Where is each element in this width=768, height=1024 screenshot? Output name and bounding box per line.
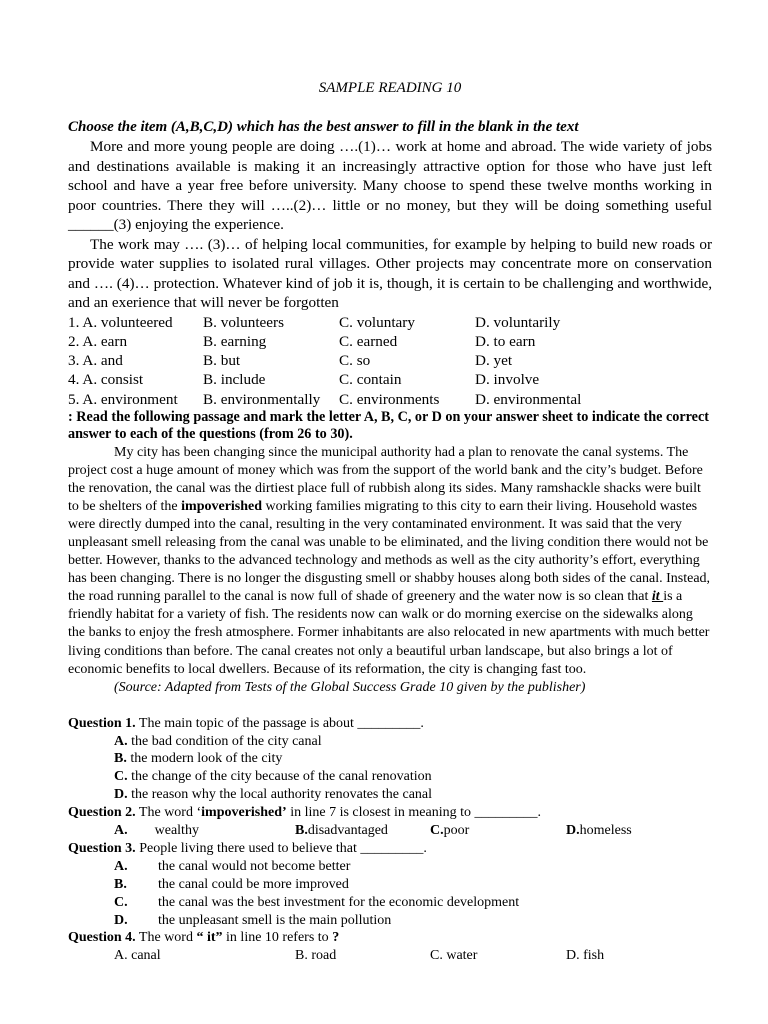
q3-option-c: C. the canal was the best investment for the economic development bbox=[114, 894, 520, 910]
q4-option-b: B. road bbox=[295, 948, 337, 964]
underlined-word-it: it bbox=[651, 589, 664, 605]
option-5a: 5. A. environment bbox=[68, 390, 178, 408]
option-1b: B. volunteers bbox=[203, 313, 284, 331]
option-1a: 1. A. volunteered bbox=[68, 313, 173, 331]
q1-option-d: D. the reason why the local authority renovates the canal bbox=[114, 787, 433, 803]
part1-options bbox=[68, 313, 712, 409]
q3-option-a: A. the canal would not become better bbox=[114, 858, 351, 874]
question-1: Question 1. The main topic of the passage is about _________. bbox=[68, 715, 424, 731]
option-2b: B. earning bbox=[203, 332, 267, 350]
q4-option-a: A. canal bbox=[114, 948, 161, 964]
option-3b: B. but bbox=[203, 352, 241, 370]
option-3a: 3. A. and bbox=[68, 352, 123, 370]
question-3: Question 3. People living there used to believe that _________. bbox=[68, 840, 427, 856]
part1-paragraph-1: More and more young people are doing ….(1)… work at home and abroad. The wide variety of jobs and destinations available is making it an increasingly attractive option for those who have just left school and have a year free before university. Many choose to spend these twelve months working in poor countries. There they will …..(2)… little or no money, but they will be doing something useful ______(3) enjoying the experience. bbox=[68, 138, 712, 233]
q4-option-c: C. water bbox=[430, 948, 478, 964]
option-4a: 4. A. consist bbox=[68, 371, 144, 389]
part2-instruction: : Read the following passage and mark the letter A, B, C, or D on your answer sheet to indicate the correct answer to each of the questions (from 26 to 30). bbox=[68, 408, 710, 443]
document-page bbox=[68, 78, 712, 965]
option-1c: C. voluntary bbox=[339, 313, 415, 331]
q1-option-a: A. the bad condition of the city canal bbox=[114, 733, 322, 749]
q2-option-b: B.disadvantaged bbox=[295, 823, 388, 839]
q3-option-b: B. the canal could be more improved bbox=[114, 876, 349, 892]
passage-source: (Source: Adapted from Tests of the Global Success Grade 10 given by the publisher) bbox=[114, 679, 586, 695]
q4-options bbox=[68, 947, 712, 965]
option-4c: C. contain bbox=[339, 371, 402, 389]
option-5b: B. environmentally bbox=[203, 390, 321, 408]
reading-passage: My city has been changing since the municipal authority had a plan to renovate the canal systems. The project cost a huge amount of money which was from the support of the world bank and the city’s budget. Before the renovation, the canal was the dirtiest place full of rubbish along its sides. Many ramshackle shacks were built to be shelters of the impoverished working families migrating to this city to earn their living. Household wastes were directly dumped into the canal, resulting in the very contaminated environment. It was said that the very unpleasant smell releasing from the canal was unable to be eliminated, and the living condition there would not be better. However, thanks to the advanced technology and methods as well as the city authority’s effort, everything has been changing. There is no longer the disgusting smell or shabby houses along both sides of the canal. Instead, the road running parallel to the canal is now full of shade of greenery and the water now is so clean that it is a friendly habitat for a variety of fish. The residents now can walk or do morning exercise on the sidewalks along the banks to enjoy the fresh atmosphere. Former inhabitants are also relocated in new apartments with much better living conditions than before. The canal creates not only a beautiful urban landscape, but also brings a lot of economic benefits to local dwellers. Because of its reformation, the city is changing fast too. bbox=[68, 444, 711, 677]
option-3d: D. yet bbox=[475, 352, 513, 370]
option-2d: D. to earn bbox=[475, 332, 536, 350]
question-2: Question 2. The word ‘impoverished’ in line 7 is closest in meaning to _________. bbox=[68, 805, 542, 821]
q4-option-d: D. fish bbox=[566, 948, 605, 964]
q2-options bbox=[68, 822, 712, 840]
option-4d: D. involve bbox=[475, 371, 540, 389]
q2-option-c: C.poor bbox=[430, 823, 470, 839]
question-4: Question 4. The word “ it” in line 10 refers to ? bbox=[68, 930, 340, 946]
option-2a: 2. A. earn bbox=[68, 332, 128, 350]
option-5d: D. environmental bbox=[475, 390, 582, 408]
q3-option-d: D. the unpleasant smell is the main pollution bbox=[114, 912, 392, 928]
option-1d: D. voluntarily bbox=[475, 313, 561, 331]
part1-paragraph-2: The work may …. (3)… of helping local communities, for example by helping to build new roads or provide water supplies to isolated rural villages. Other projects may concentrate more on conservation and …. (4)… protection. Whatever kind of job it is, though, it is certain to be challenging and worthwide, and an exerience that will never be forgotten bbox=[68, 235, 712, 311]
q2-option-a: A. wealthy bbox=[114, 823, 199, 839]
option-3c: C. so bbox=[339, 352, 371, 370]
option-2c: C. earned bbox=[339, 332, 398, 350]
q1-option-c: C. the change of the city because of the canal renovation bbox=[114, 769, 432, 785]
q2-option-d: D.homeless bbox=[566, 823, 632, 839]
highlighted-word: impoverished bbox=[181, 499, 263, 515]
part1-instruction: Choose the item (A,B,C,D) which has the best answer to fill in the blank in the text bbox=[68, 119, 579, 135]
q1-option-b: B. the modern look of the city bbox=[114, 751, 283, 767]
option-4b: B. include bbox=[203, 371, 266, 389]
page-title: SAMPLE READING 10 bbox=[318, 80, 462, 96]
option-5c: C. environments bbox=[339, 390, 440, 408]
